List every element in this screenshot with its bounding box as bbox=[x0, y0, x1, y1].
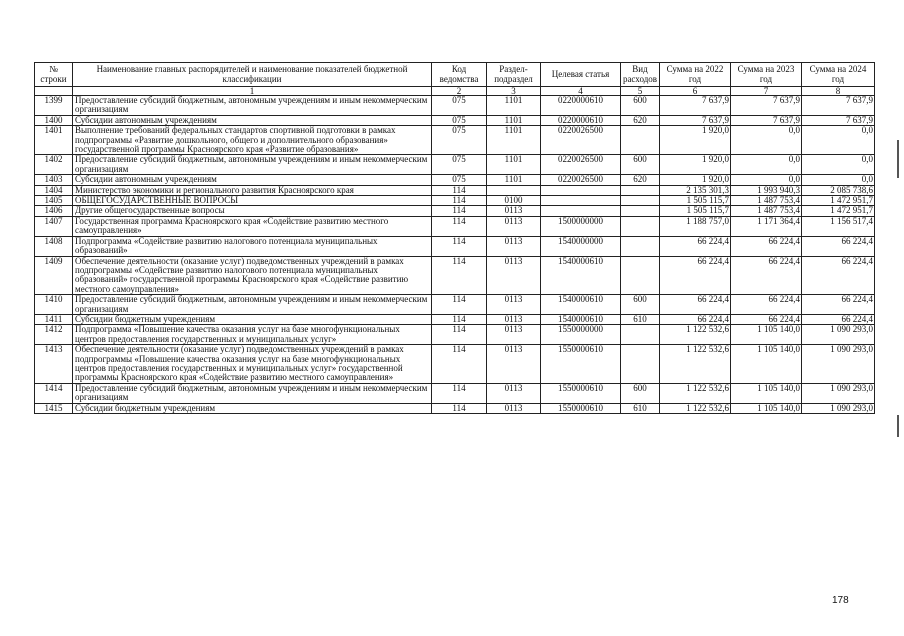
row-name: ОБЩЕГОСУДАРСТВЕННЫЕ ВОПРОСЫ bbox=[73, 196, 432, 206]
table-row bbox=[35, 206, 875, 216]
row-name: Субсидии автономным учреждениям bbox=[73, 175, 432, 185]
column-number: 7 bbox=[731, 87, 802, 96]
row-sum-2024: 1 090 293,0 bbox=[802, 345, 875, 384]
row-dept-code: 114 bbox=[432, 185, 487, 195]
row-name: Субсидии бюджетным учреждениям bbox=[73, 314, 432, 324]
row-dept-code: 114 bbox=[432, 383, 487, 403]
table-row bbox=[35, 126, 875, 155]
row-name: Предоставление субсидий бюджетным, автономным учреждениям и иным некоммерческим организациям bbox=[73, 96, 432, 116]
row-dept-code: 114 bbox=[432, 236, 487, 256]
row-target-article bbox=[541, 196, 621, 206]
budget-table bbox=[34, 62, 875, 414]
row-sum-2023: 7 637,9 bbox=[731, 96, 802, 116]
row-sum-2022: 66 224,4 bbox=[660, 295, 731, 315]
table-row bbox=[35, 325, 875, 345]
row-name: Предоставление субсидий бюджетным, автономным учреждениям и иным некоммерческим организациям bbox=[73, 383, 432, 403]
row-section: 0113 bbox=[487, 383, 541, 403]
row-section: 1101 bbox=[487, 115, 541, 125]
row-sum-2022: 1 505 115,7 bbox=[660, 206, 731, 216]
row-sum-2023: 0,0 bbox=[731, 155, 802, 175]
row-sum-2022: 7 637,9 bbox=[660, 96, 731, 116]
row-dept-code: 075 bbox=[432, 155, 487, 175]
row-section: 0113 bbox=[487, 325, 541, 345]
row-section: 1101 bbox=[487, 175, 541, 185]
row-target-article: 1500000000 bbox=[541, 216, 621, 236]
header-target-article: Целевая статья bbox=[541, 63, 621, 87]
row-section: 0113 bbox=[487, 216, 541, 236]
row-number: 1409 bbox=[35, 256, 73, 295]
row-sum-2023: 1 171 364,4 bbox=[731, 216, 802, 236]
row-sum-2024: 2 085 738,6 bbox=[802, 185, 875, 195]
row-section: 1101 bbox=[487, 126, 541, 155]
row-number: 1404 bbox=[35, 185, 73, 195]
row-target-article: 0220026500 bbox=[541, 126, 621, 155]
row-number: 1405 bbox=[35, 196, 73, 206]
row-sum-2023: 1 105 140,0 bbox=[731, 325, 802, 345]
table-row bbox=[35, 115, 875, 125]
row-sum-2022: 1 122 532,6 bbox=[660, 403, 731, 413]
row-expense-type bbox=[621, 185, 660, 195]
row-sum-2022: 2 135 301,3 bbox=[660, 185, 731, 195]
row-sum-2023: 1 105 140,0 bbox=[731, 403, 802, 413]
row-sum-2022: 1 920,0 bbox=[660, 175, 731, 185]
row-dept-code: 114 bbox=[432, 206, 487, 216]
row-number: 1410 bbox=[35, 295, 73, 315]
row-sum-2024: 1 472 951,7 bbox=[802, 196, 875, 206]
row-dept-code: 075 bbox=[432, 96, 487, 116]
row-section: 0113 bbox=[487, 295, 541, 315]
row-expense-type: 620 bbox=[621, 175, 660, 185]
row-dept-code: 114 bbox=[432, 325, 487, 345]
row-expense-type bbox=[621, 345, 660, 384]
row-sum-2024: 7 637,9 bbox=[802, 115, 875, 125]
row-sum-2023: 7 637,9 bbox=[731, 115, 802, 125]
row-expense-type bbox=[621, 216, 660, 236]
row-number: 1412 bbox=[35, 325, 73, 345]
column-number: 4 bbox=[541, 87, 621, 96]
row-target-article: 0220000610 bbox=[541, 96, 621, 116]
row-number: 1407 bbox=[35, 216, 73, 236]
row-sum-2022: 1 188 757,0 bbox=[660, 216, 731, 236]
row-expense-type: 620 bbox=[621, 115, 660, 125]
row-sum-2024: 0,0 bbox=[802, 155, 875, 175]
row-target-article: 1550000000 bbox=[541, 325, 621, 345]
row-expense-type: 600 bbox=[621, 383, 660, 403]
row-dept-code: 075 bbox=[432, 126, 487, 155]
row-sum-2023: 0,0 bbox=[731, 126, 802, 155]
table-row bbox=[35, 96, 875, 116]
row-sum-2024: 1 090 293,0 bbox=[802, 325, 875, 345]
row-expense-type: 600 bbox=[621, 96, 660, 116]
row-target-article bbox=[541, 185, 621, 195]
row-sum-2023: 1 105 140,0 bbox=[731, 345, 802, 384]
row-expense-type: 610 bbox=[621, 314, 660, 324]
table-row bbox=[35, 314, 875, 324]
header-section: Раздел-подраздел bbox=[487, 63, 541, 87]
row-expense-type bbox=[621, 325, 660, 345]
row-number: 1415 bbox=[35, 403, 73, 413]
row-name: Предоставление субсидий бюджетным, автономным учреждениям и иным некоммерческим организациям bbox=[73, 155, 432, 175]
row-expense-type: 600 bbox=[621, 295, 660, 315]
table-row bbox=[35, 155, 875, 175]
row-sum-2023: 1 487 753,4 bbox=[731, 196, 802, 206]
row-expense-type: 600 bbox=[621, 155, 660, 175]
header-sum-2022: Сумма на 2022 год bbox=[660, 63, 731, 87]
row-sum-2024: 1 090 293,0 bbox=[802, 403, 875, 413]
row-dept-code: 114 bbox=[432, 216, 487, 236]
row-number: 1411 bbox=[35, 314, 73, 324]
budget-table-page bbox=[34, 62, 875, 414]
row-target-article: 1550000610 bbox=[541, 345, 621, 384]
row-section: 0113 bbox=[487, 236, 541, 256]
row-sum-2022: 1 122 532,6 bbox=[660, 325, 731, 345]
page-number: 178 bbox=[832, 595, 849, 606]
row-sum-2024: 66 224,4 bbox=[802, 236, 875, 256]
row-sum-2023: 66 224,4 bbox=[731, 314, 802, 324]
row-sum-2022: 66 224,4 bbox=[660, 256, 731, 295]
row-dept-code: 114 bbox=[432, 256, 487, 295]
row-section: 0113 bbox=[487, 345, 541, 384]
row-sum-2022: 66 224,4 bbox=[660, 314, 731, 324]
row-dept-code: 114 bbox=[432, 403, 487, 413]
row-section: 0113 bbox=[487, 206, 541, 216]
row-expense-type bbox=[621, 256, 660, 295]
row-number: 1401 bbox=[35, 126, 73, 155]
row-target-article: 1540000610 bbox=[541, 314, 621, 324]
table-body bbox=[35, 96, 875, 414]
row-name: Обеспечение деятельности (оказание услуг) подведомственных учреждений в рамках подпрограммы «Повышение качества оказания услуг на базе многофункциональных центров предоставления государственных и муниципальных услуг» государственной программы Красноярского края «Содействие развитию местного самоуправления» bbox=[73, 345, 432, 384]
row-sum-2022: 1 505 115,7 bbox=[660, 196, 731, 206]
row-target-article bbox=[541, 206, 621, 216]
margin-mark bbox=[897, 415, 899, 437]
row-name: Министерство экономики и регионального развития Красноярского края bbox=[73, 185, 432, 195]
row-sum-2022: 7 637,9 bbox=[660, 115, 731, 125]
row-sum-2023: 1 105 140,0 bbox=[731, 383, 802, 403]
column-number: 6 bbox=[660, 87, 731, 96]
row-target-article: 1540000000 bbox=[541, 236, 621, 256]
row-section: 0113 bbox=[487, 256, 541, 295]
row-number: 1403 bbox=[35, 175, 73, 185]
column-number: 2 bbox=[432, 87, 487, 96]
row-sum-2022: 1 122 532,6 bbox=[660, 345, 731, 384]
row-sum-2023: 0,0 bbox=[731, 175, 802, 185]
header-row-number: № строки bbox=[35, 63, 73, 87]
row-name: Субсидии бюджетным учреждениям bbox=[73, 403, 432, 413]
row-sum-2023: 66 224,4 bbox=[731, 256, 802, 295]
row-expense-type: 610 bbox=[621, 403, 660, 413]
row-number: 1400 bbox=[35, 115, 73, 125]
row-number: 1408 bbox=[35, 236, 73, 256]
column-number: 5 bbox=[621, 87, 660, 96]
row-section: 1101 bbox=[487, 96, 541, 116]
row-expense-type bbox=[621, 126, 660, 155]
column-number: 1 bbox=[73, 87, 432, 96]
row-name: Субсидии автономным учреждениям bbox=[73, 115, 432, 125]
row-name: Государственная программа Красноярского края «Содействие развитию местного самоуправления» bbox=[73, 216, 432, 236]
table-row bbox=[35, 236, 875, 256]
row-sum-2022: 1 920,0 bbox=[660, 155, 731, 175]
row-sum-2024: 66 224,4 bbox=[802, 295, 875, 315]
row-dept-code: 114 bbox=[432, 196, 487, 206]
row-expense-type bbox=[621, 206, 660, 216]
row-dept-code: 114 bbox=[432, 345, 487, 384]
table-row bbox=[35, 256, 875, 295]
row-dept-code: 075 bbox=[432, 175, 487, 185]
column-number: 8 bbox=[802, 87, 875, 96]
table-row bbox=[35, 196, 875, 206]
row-name: Обеспечение деятельности (оказание услуг) подведомственных учреждений в рамках подпрограммы «Содействие развитию налогового потенциала муниципальных образований» государственной программы Красноярского края «Содействие развитию местного самоуправления» bbox=[73, 256, 432, 295]
row-sum-2023: 66 224,4 bbox=[731, 295, 802, 315]
row-number: 1406 bbox=[35, 206, 73, 216]
header-name: Наименование главных распорядителей и наименование показателей бюджетной классификации bbox=[73, 63, 432, 87]
header-row bbox=[35, 63, 875, 87]
row-target-article: 1550000610 bbox=[541, 383, 621, 403]
row-sum-2023: 1 487 753,4 bbox=[731, 206, 802, 216]
table-row bbox=[35, 175, 875, 185]
row-number: 1399 bbox=[35, 96, 73, 116]
table-row bbox=[35, 345, 875, 384]
row-expense-type bbox=[621, 236, 660, 256]
row-sum-2022: 1 122 532,6 bbox=[660, 383, 731, 403]
row-number: 1413 bbox=[35, 345, 73, 384]
row-dept-code: 114 bbox=[432, 314, 487, 324]
row-target-article: 1540000610 bbox=[541, 295, 621, 315]
table-row bbox=[35, 185, 875, 195]
row-name: Подпрограмма «Повышение качества оказания услуг на базе многофункциональных центров предоставления государственных и муниципальных услуг» bbox=[73, 325, 432, 345]
row-name: Выполнение требований федеральных стандартов спортивной подготовки в рамках подпрограммы «Развитие дошкольного, общего и дополнительного образования» государственной программы Красноярского края «Развитие образования» bbox=[73, 126, 432, 155]
column-number bbox=[35, 87, 73, 96]
header-sum-2024: Сумма на 2024 год bbox=[802, 63, 875, 87]
row-sum-2023: 1 993 940,3 bbox=[731, 185, 802, 195]
row-dept-code: 075 bbox=[432, 115, 487, 125]
row-section bbox=[487, 185, 541, 195]
row-sum-2024: 7 637,9 bbox=[802, 96, 875, 116]
table-row bbox=[35, 216, 875, 236]
row-name: Подпрограмма «Содействие развитию налогового потенциала муниципальных образований» bbox=[73, 236, 432, 256]
row-target-article: 0220000610 bbox=[541, 115, 621, 125]
row-sum-2023: 66 224,4 bbox=[731, 236, 802, 256]
header-expense-type: Вид расходов bbox=[621, 63, 660, 87]
margin-mark bbox=[897, 140, 899, 178]
row-sum-2024: 1 156 517,4 bbox=[802, 216, 875, 236]
table-row bbox=[35, 295, 875, 315]
table-row bbox=[35, 383, 875, 403]
row-sum-2024: 0,0 bbox=[802, 126, 875, 155]
row-number: 1414 bbox=[35, 383, 73, 403]
table-row bbox=[35, 403, 875, 413]
row-dept-code: 114 bbox=[432, 295, 487, 315]
row-sum-2024: 1 472 951,7 bbox=[802, 206, 875, 216]
row-section: 1101 bbox=[487, 155, 541, 175]
row-target-article: 0220026500 bbox=[541, 175, 621, 185]
header-dept-code: Код ведомства bbox=[432, 63, 487, 87]
column-number: 3 bbox=[487, 87, 541, 96]
row-name: Предоставление субсидий бюджетным, автономным учреждениям и иным некоммерческим организациям bbox=[73, 295, 432, 315]
row-target-article: 1540000610 bbox=[541, 256, 621, 295]
row-expense-type bbox=[621, 196, 660, 206]
row-sum-2022: 66 224,4 bbox=[660, 236, 731, 256]
row-target-article: 0220026500 bbox=[541, 155, 621, 175]
row-number: 1402 bbox=[35, 155, 73, 175]
row-sum-2024: 66 224,4 bbox=[802, 256, 875, 295]
row-sum-2022: 1 920,0 bbox=[660, 126, 731, 155]
row-sum-2024: 0,0 bbox=[802, 175, 875, 185]
row-section: 0113 bbox=[487, 403, 541, 413]
header-sum-2023: Сумма на 2023 год bbox=[731, 63, 802, 87]
column-number-row bbox=[35, 87, 875, 96]
row-sum-2024: 66 224,4 bbox=[802, 314, 875, 324]
row-section: 0113 bbox=[487, 314, 541, 324]
row-name: Другие общегосударственные вопросы bbox=[73, 206, 432, 216]
row-sum-2024: 1 090 293,0 bbox=[802, 383, 875, 403]
row-target-article: 1550000610 bbox=[541, 403, 621, 413]
row-section: 0100 bbox=[487, 196, 541, 206]
